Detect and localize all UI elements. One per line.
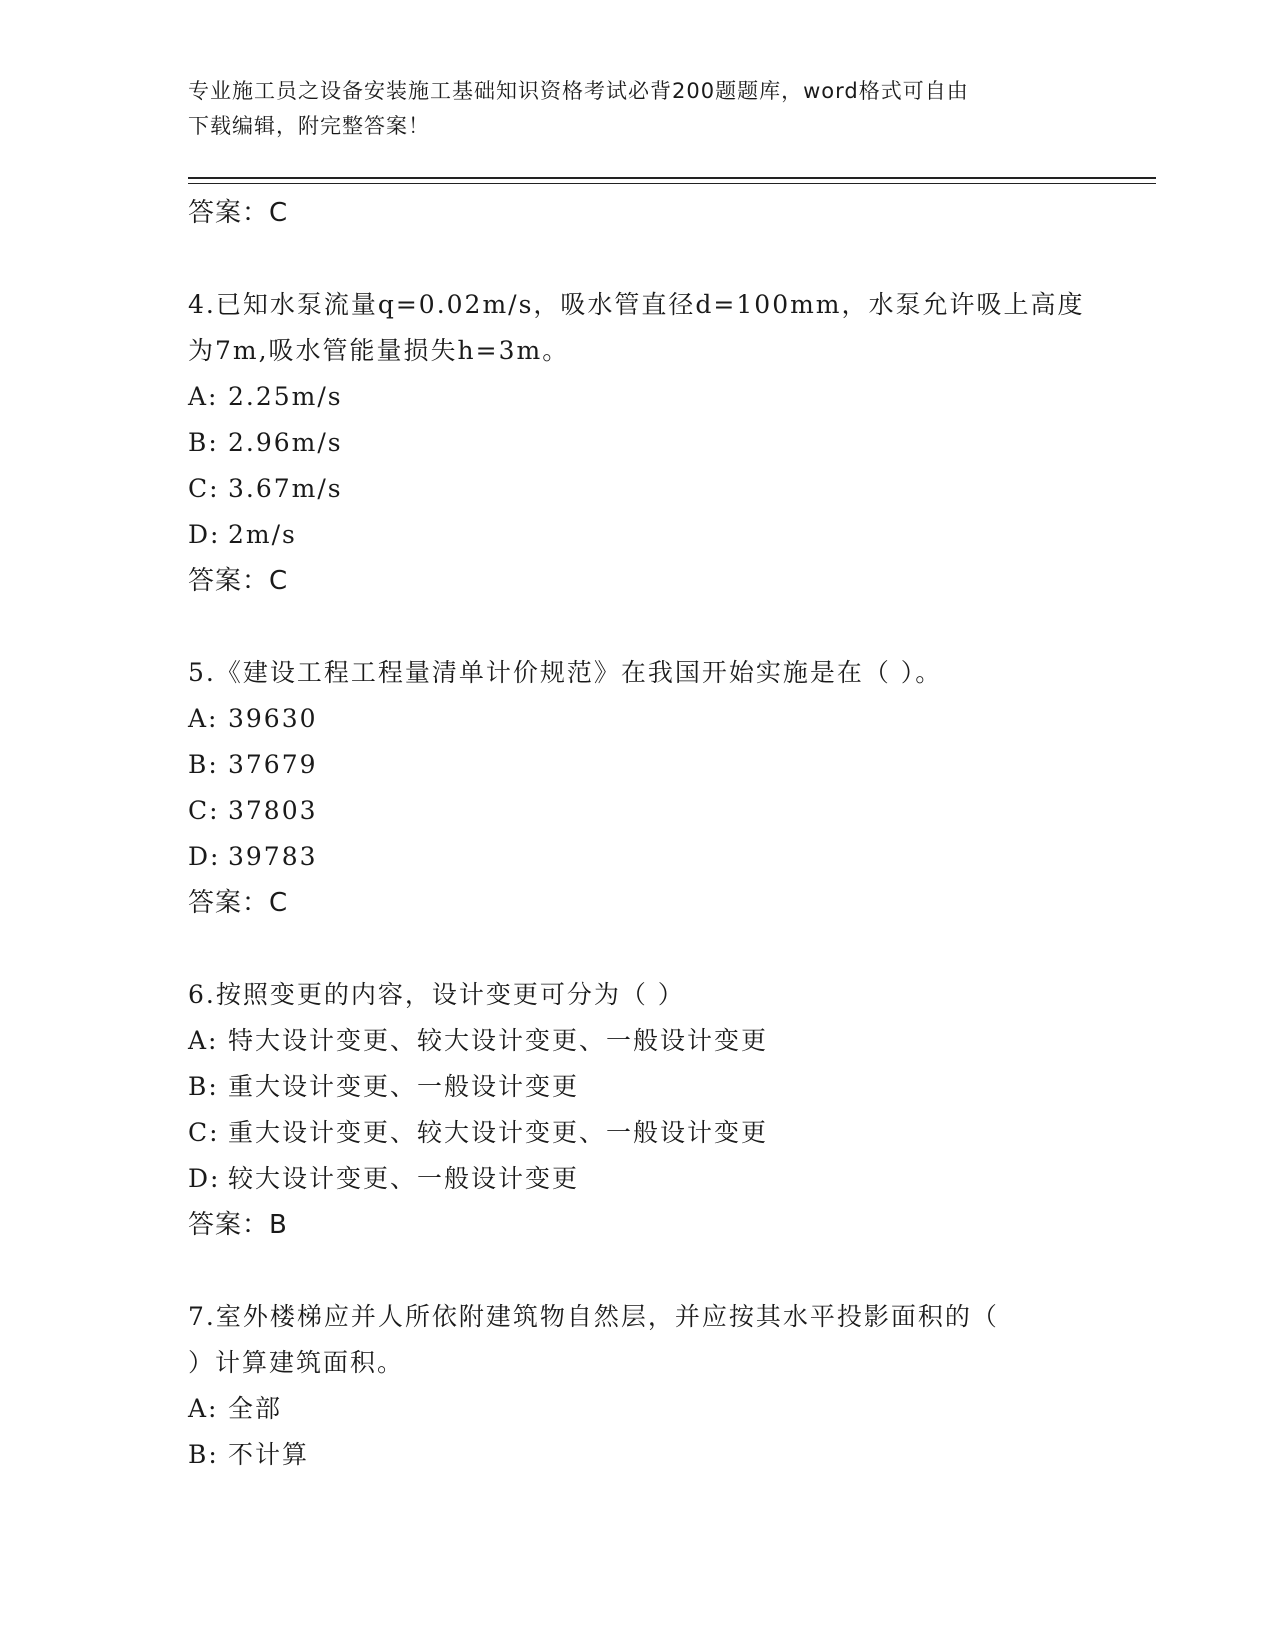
option-text: 较大设计变更、一般设计变更 xyxy=(228,1164,580,1193)
option-letter: A: xyxy=(188,1026,219,1055)
option-text: 3.67m/s xyxy=(228,474,343,503)
spacer xyxy=(188,1248,1108,1294)
option-letter: D: xyxy=(188,842,221,871)
header-rule-thin xyxy=(188,183,1156,184)
option-letter: C: xyxy=(188,796,220,825)
option-c xyxy=(188,788,1108,834)
option-a xyxy=(188,1386,1108,1432)
option-text: 37679 xyxy=(228,750,318,779)
question-list xyxy=(188,190,1108,1478)
option-letter: A: xyxy=(188,382,219,411)
question-block-4 xyxy=(188,282,1108,604)
option-a xyxy=(188,696,1108,742)
option-text: 39630 xyxy=(228,704,318,733)
option-text: 2m/s xyxy=(228,520,297,549)
option-letter: B: xyxy=(188,428,219,457)
option-text: 全部 xyxy=(228,1394,283,1423)
option-b xyxy=(188,1064,1108,1110)
question-block-5 xyxy=(188,650,1108,926)
option-a xyxy=(188,1018,1108,1064)
option-letter: A: xyxy=(188,1394,219,1423)
spacer xyxy=(188,236,1108,282)
option-letter: A: xyxy=(188,704,219,733)
question-stem-line: 为7m,吸水管能量损失h=3m。 xyxy=(188,336,570,365)
option-text: 不计算 xyxy=(228,1440,310,1469)
option-letter: B: xyxy=(188,750,219,779)
header-title-line-1: 专业施工员之设备安装施工基础知识资格考试必背200题题库，word格式可自由 xyxy=(188,79,969,103)
option-text: 特大设计变更、较大设计变更、一般设计变更 xyxy=(228,1026,769,1055)
option-text: 重大设计变更、一般设计变更 xyxy=(228,1072,580,1101)
option-text: 39783 xyxy=(228,842,318,871)
option-a xyxy=(188,374,1108,420)
option-d xyxy=(188,1156,1108,1202)
page-header xyxy=(188,74,1088,144)
option-c xyxy=(188,466,1108,512)
option-letter: B: xyxy=(188,1072,219,1101)
answer-line: 答案：C xyxy=(188,888,289,918)
option-text: 重大设计变更、较大设计变更、一般设计变更 xyxy=(228,1118,769,1147)
question-stem-line: ）计算建筑面积。 xyxy=(188,1348,405,1377)
previous-answer: 答案：C xyxy=(188,198,289,228)
option-b xyxy=(188,1432,1108,1478)
option-b xyxy=(188,742,1108,788)
spacer xyxy=(188,604,1108,650)
question-stem-line: 5.《建设工程工程量清单计价规范》在我国开始实施是在（ ）。 xyxy=(188,658,943,687)
option-text: 2.96m/s xyxy=(228,428,343,457)
option-letter: D: xyxy=(188,520,221,549)
option-text: 37803 xyxy=(228,796,318,825)
question-stem-line: 7.室外楼梯应并人所依附建筑物自然层，并应按其水平投影面积的（ xyxy=(188,1302,999,1331)
question-block-6 xyxy=(188,972,1108,1248)
option-d xyxy=(188,834,1108,880)
option-c xyxy=(188,1110,1108,1156)
answer-line: 答案：B xyxy=(188,1210,288,1240)
option-text: 2.25m/s xyxy=(228,382,343,411)
header-rule-thick xyxy=(188,177,1156,179)
option-letter: D: xyxy=(188,1164,221,1193)
question-stem-line: 4.已知水泵流量q=0.02m/s，吸水管直径d=100mm，水泵允许吸上高度 xyxy=(188,290,1085,319)
option-letter: B: xyxy=(188,1440,219,1469)
option-letter: C: xyxy=(188,474,220,503)
option-letter: C: xyxy=(188,1118,220,1147)
spacer xyxy=(188,926,1108,972)
answer-line: 答案：C xyxy=(188,566,289,596)
option-b xyxy=(188,420,1108,466)
question-stem-line: 6.按照变更的内容，设计变更可分为（ ） xyxy=(188,980,685,1009)
question-block-7 xyxy=(188,1294,1108,1478)
header-title-line-2: 下载编辑，附完整答案！ xyxy=(188,114,430,138)
option-d xyxy=(188,512,1108,558)
